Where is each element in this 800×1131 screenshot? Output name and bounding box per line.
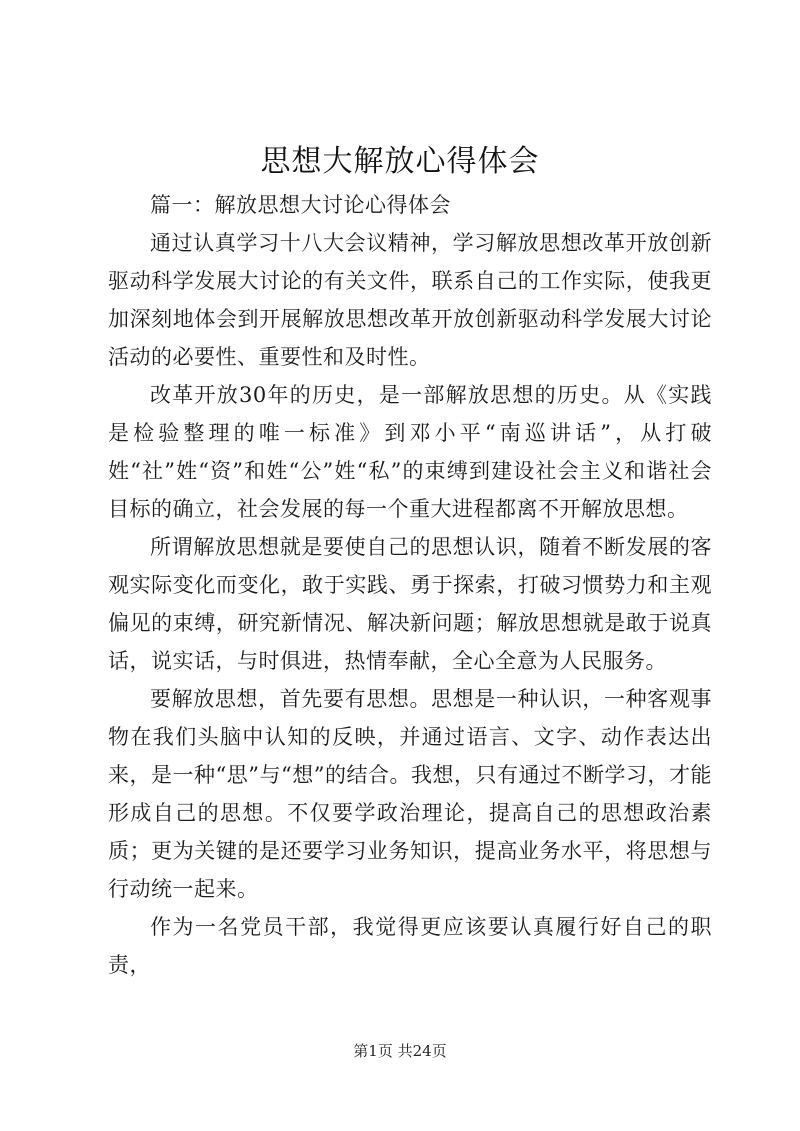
document-title: 思想大解放心得体会 [260,144,540,179]
page-footer: 第1页 共24页 [353,1042,447,1060]
paragraph-1: 通过认真学习十八大会议精神，学习解放思想改革开放创新驱动科学发展大讨论的有关文件，联系自己的工作实际，使我更加深刻地体会到开展解放思想改革开放创新驱动科学发展大讨论活动的必要性、重要性和及时性。 [108,231,712,369]
paragraph-5: 作为一名党员干部，我觉得更应该要认真履行好自己的职责， [108,915,712,977]
paragraph-4: 要解放思想，首先要有思想。思想是一种认识，一种客观事物在我们头脑中认知的反映，并通过语言、文字、动作表达出来，是一种“思”与“想”的结合。我想，只有通过不断学习，才能形成自己的思想。不仅要学政治理论，提高自己的思想政治素质；更为关键的是还要学习业务知识，提高业务水平，将思想与行动统一起来。 [108,687,712,901]
paragraph-2: 改革开放30年的历史，是一部解放思想的历史。从《实践是检验整理的唯一标准》到邓小平“南巡讲话”，从打破姓“社”姓“资”和姓“公”姓“私”的束缚到建设社会主义和谐社会目标的确立，社会发展的每一个重大进程都离不开解放思想。 [108,383,712,521]
paragraph-3: 所谓解放思想就是要使自己的思想认识，随着不断发展的客观实际变化而变化，敢于实践、勇于探索，打破习惯势力和主观偏见的束缚，研究新情况、解决新问题；解放思想就是敢于说真话，说实话，与时俱进，热情奉献，全心全意为人民服务。 [108,535,712,673]
document-body [108,186,712,984]
section-heading: 篇一：解放思想大讨论心得体会 [150,193,451,217]
